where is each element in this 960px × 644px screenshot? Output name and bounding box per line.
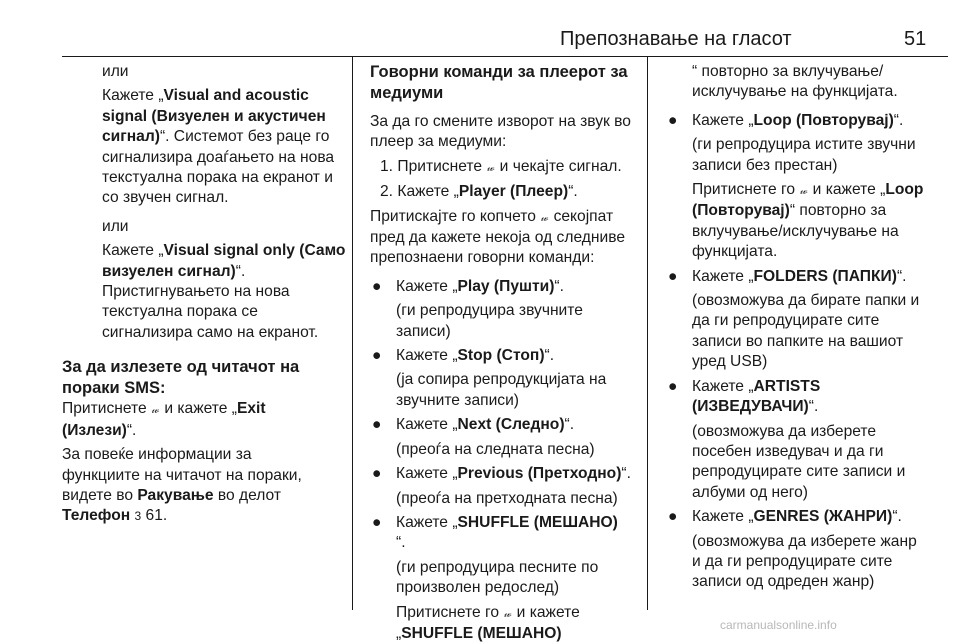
column-divider-2 — [647, 57, 648, 610]
or-label: или — [102, 63, 129, 80]
bullet-genres: ● Кажете „GENRES (ЖАНРИ)“. — [666, 507, 950, 527]
command-text: визуелен сигнал) — [102, 262, 236, 280]
voice-icon: 𝓌 — [504, 607, 512, 620]
more-info-paragraph: За повеќе информации за функциите на читачот на пораки, видете во Ракување во делот Телефон 3 61. — [62, 446, 302, 525]
bullet-folders-desc: (овозможува да бирате папки и да ги репродуцирате сите записи во папките на вашиот уред USB) — [692, 292, 920, 371]
voice-icon: 𝓌 — [487, 161, 495, 174]
reference-link-phone[interactable]: Телефон — [62, 507, 131, 525]
voice-icon: 𝓌 — [151, 404, 160, 417]
option-visual-acoustic — [62, 86, 352, 208]
reference-link-operation[interactable]: Ракување — [137, 486, 214, 504]
say-text: Кажете „ — [102, 242, 164, 260]
step-1: 1. Притиснете 𝓌 и чекајте сигнал. — [370, 157, 642, 178]
exit-instruction: Притиснете 𝓌 и кажете „Exit (Излези)“. — [62, 400, 266, 439]
bullet-icon: ● — [372, 347, 382, 365]
bullet-next: ● Кажете „Next (Следно)“. — [370, 415, 642, 435]
body-text: сигнализира доаѓањето на нова — [102, 148, 335, 166]
bullet-previous-desc: (преоѓа на претходната песна) — [396, 489, 618, 507]
step-2: 2. Кажете „Player (Плеер)“. — [380, 183, 578, 201]
bullet-icon: ● — [372, 513, 382, 531]
bullet-play: ● Кажете „Play (Пушти)“. — [370, 277, 642, 297]
bullet-loop-desc: (ги репродуцира истите звучни записи без престан) — [692, 136, 916, 174]
page-number: 51 — [904, 28, 927, 50]
command-text: Visual signal only (Само — [163, 242, 346, 260]
say-text: Кажете „ — [102, 87, 164, 105]
bullet-icon: ● — [372, 465, 382, 483]
bullet-icon: ● — [668, 267, 678, 285]
bullet-stop-desc: (ја сопира репродукцијата на звучните записи) — [396, 371, 607, 409]
bullet-folders: ● Кажете „FOLDERS (ПАПКИ)“. — [666, 267, 950, 287]
body-text: текстуална порака се — [102, 303, 258, 321]
bullet-play-desc: (ги репродуцира звучните записи) — [396, 302, 583, 340]
bullet-shuffle: ● Кажете „SHUFFLE (МЕШАНО) “. — [372, 513, 618, 552]
voice-icon: 𝓌 — [800, 185, 808, 198]
watermark: carmanualsonline.info — [720, 618, 837, 632]
bullet-icon: ● — [372, 277, 382, 295]
bullet-shuffle-toggle: Притиснете го 𝓌 и кажете „SHUFFLE (МЕШАНО) — [396, 603, 580, 642]
shuffle-continuation: “ повторно за вклучување/ исклучување на функцијата. — [692, 63, 898, 101]
section-heading-media: Говорни команди за плеерот за медиуми — [370, 63, 628, 102]
bullet-icon: ● — [372, 416, 382, 434]
body-text: со звучен сигнал. — [102, 189, 229, 207]
bullet-loop: ● Кажете „Loop (Повторувај)“. — [666, 111, 950, 131]
body-text: Пристигнувањето на нова — [102, 283, 290, 301]
bullet-shuffle-desc: (ги репродуцира песните по произволен редослед) — [396, 558, 599, 597]
bullet-next-desc: (преоѓа на следната песна) — [396, 440, 595, 458]
bullet-icon: ● — [668, 377, 678, 395]
voice-icon: 𝓌 — [540, 211, 549, 224]
page-header-title: Препознавање на гласот — [560, 28, 792, 50]
body-text: “. Системот без раце го — [159, 128, 330, 146]
body-text: “. — [235, 262, 246, 280]
column-1 — [62, 62, 352, 527]
bullet-loop-toggle: Притиснете го 𝓌 и кажете „Loop (Повторувај)“ повторно за вклучување/исклучување на функцијата. — [692, 181, 924, 261]
bullet-artists: ● Кажете „ARTISTS (ИЗВЕДУВАЧИ)“. — [668, 377, 821, 416]
section-heading-exit: За да излезете од читачот на пораки SMS: — [62, 358, 300, 398]
body-text: текстуална порака на екранот и — [102, 169, 333, 187]
press-paragraph: Притискајте го копчето 𝓌 секојпат пред да кажете некоја од следниве препознаени говорни команди: — [370, 207, 625, 267]
body-text: сигнализира само на екранот. — [102, 323, 319, 341]
column-3 — [666, 62, 950, 593]
column-divider-1 — [352, 57, 353, 610]
option-visual-only — [62, 241, 352, 343]
bullet-previous: ● Кажете „Previous (Претходно)“. — [370, 464, 642, 484]
command-text: Visual and acoustic — [163, 87, 309, 105]
bullet-icon: ● — [668, 508, 678, 526]
intro-paragraph: За да го смените изворот на звук во плеер за медиуми: — [370, 113, 631, 151]
command-text: сигнал) — [102, 128, 160, 146]
bullet-icon: ● — [668, 111, 678, 129]
column-2 — [370, 62, 642, 644]
page-ref-icon: 3 — [134, 509, 142, 524]
bullet-stop: ● Кажете „Stop (Стоп)“. — [370, 346, 642, 366]
bullet-genres-desc: (овозможува да изберете жанр и да ги репродуцирате сите записи од одреден жанр) — [692, 532, 917, 591]
header-rule — [62, 56, 948, 57]
bullet-artists-desc: (овозможува да изберете посебен изведувач и да ги репродуцирате сите записи и албуми од него) — [692, 422, 906, 501]
command-text: signal (Визуелен и акустичен — [102, 107, 326, 125]
or-label: или — [102, 217, 129, 235]
